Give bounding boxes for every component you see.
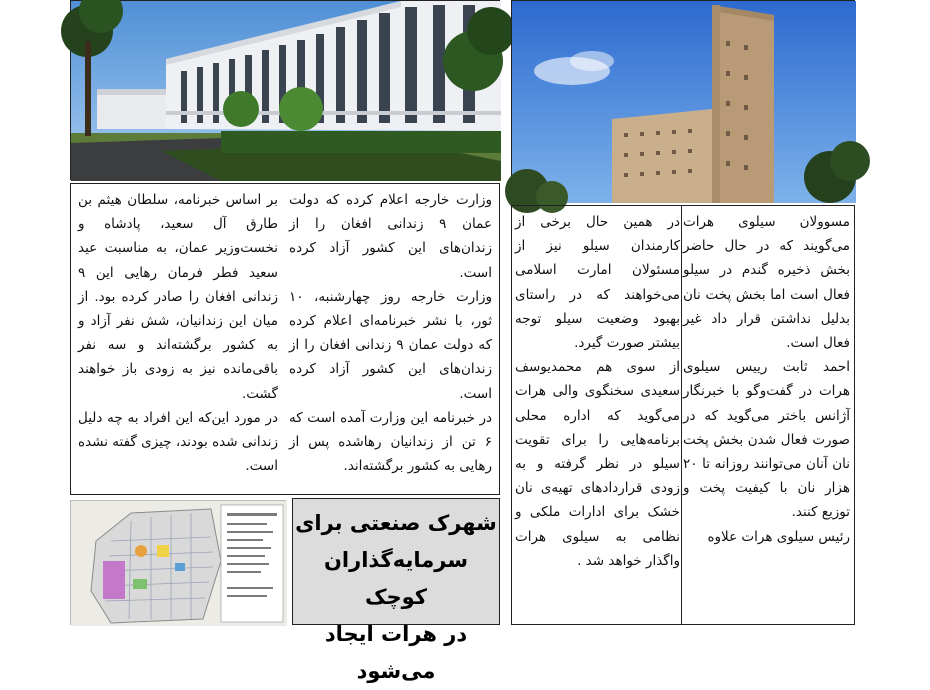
paragraph: وزارت خارجه اعلام کرده که دولت عمان ۹ زندانی افغان را از زندان‌های این کشور آزاد کرده است.	[289, 192, 492, 281]
ministry-building-photo	[70, 0, 500, 180]
column-divider	[681, 205, 682, 625]
headline-industrial-park	[292, 498, 500, 683]
paragraph: در خبرنامه این وزارت آمده است که ۶ تن از زندانیان رهاشده پس از رهایی به کشور برگشته‌اند.	[289, 409, 492, 475]
silo-building-illustration	[512, 1, 856, 203]
article-silo-column-right	[683, 210, 850, 620]
headline-line: سرمایه‌گذاران کوچک	[324, 548, 468, 609]
paragraph: بر اساس خبرنامه، سلطان هیثم بن طارق آل سعید، پادشاه و نخست‌وزیر عمان، به مناسبت عید سعید فطر فرمان رهایی این ۹ زندانی افغان را صادر کرده بود. از میان این زندانیان، شش نفر آزاد و به کشور برگشته‌اند و سه نفر باقی‌مانده نیز به زودی باز خواهند گشت.	[78, 192, 278, 402]
paragraph: در همین حال برخی از کارمندان سیلو نیز از مسئولان امارت اسلامی می‌خواهند که در راستای بهبود وضعیت سیلو توجه بیشتر صورت گیرد.	[515, 214, 680, 352]
paragraph: از سوی هم محمدیوسف سعیدی سخنگوی والی هرات می‌گوید که اداره محلی برنامه‌هایی را برای تقویت سیلو در نظر گرفته و به زودی قراردادهای تهیه‌ی نان خشک برای ادارات ملکی و نظامی به سیلوی هرات واگذار خواهد شد .	[515, 359, 680, 569]
ministry-building-illustration	[71, 1, 501, 181]
headline-line: شهرک صنعتی برای	[295, 511, 497, 535]
herat-silo-photo	[511, 0, 855, 202]
paragraph: احمد ثابت رییس سیلوی هرات در گفت‌وگو با خبرنگار آژانس باختر می‌گوید که در صورت فعال شدن بخش پخت نان آنان می‌توانند روزانه تا ۲۰ هزار نان با کیفیت پخت و توزیع کنند.	[683, 359, 850, 521]
map-illustration	[71, 501, 287, 626]
article-oman-column-right	[289, 188, 492, 493]
paragraph: در مورد این‌که این افراد به چه دلیل زندانی شده بودند، چیزی گفته نشده است.	[78, 409, 278, 475]
headline-line: در هرات ایجاد می‌شود	[324, 622, 468, 683]
paragraph: مسوولان سیلوی هرات می‌گویند که در حال حاضر بخش ذخیره گندم در سیلو فعال است اما بخش پخت نان بدلیل نداشتن قرار داد غیر فعال است.	[683, 214, 850, 352]
industrial-park-plan-map	[70, 500, 286, 625]
paragraph: رئیس سیلوی هرات علاوه	[707, 528, 850, 545]
article-oman-column-left	[78, 188, 278, 493]
paragraph: وزارت خارجه روز چهارشنبه، ۱۰ ثور، با نشر خبرنامه‌ای اعلام کرده که دولت عمان ۹ زندانی افغان را از زندان‌های این کشور آزاد کرده است.	[289, 288, 493, 402]
article-silo-column-left	[515, 210, 680, 620]
